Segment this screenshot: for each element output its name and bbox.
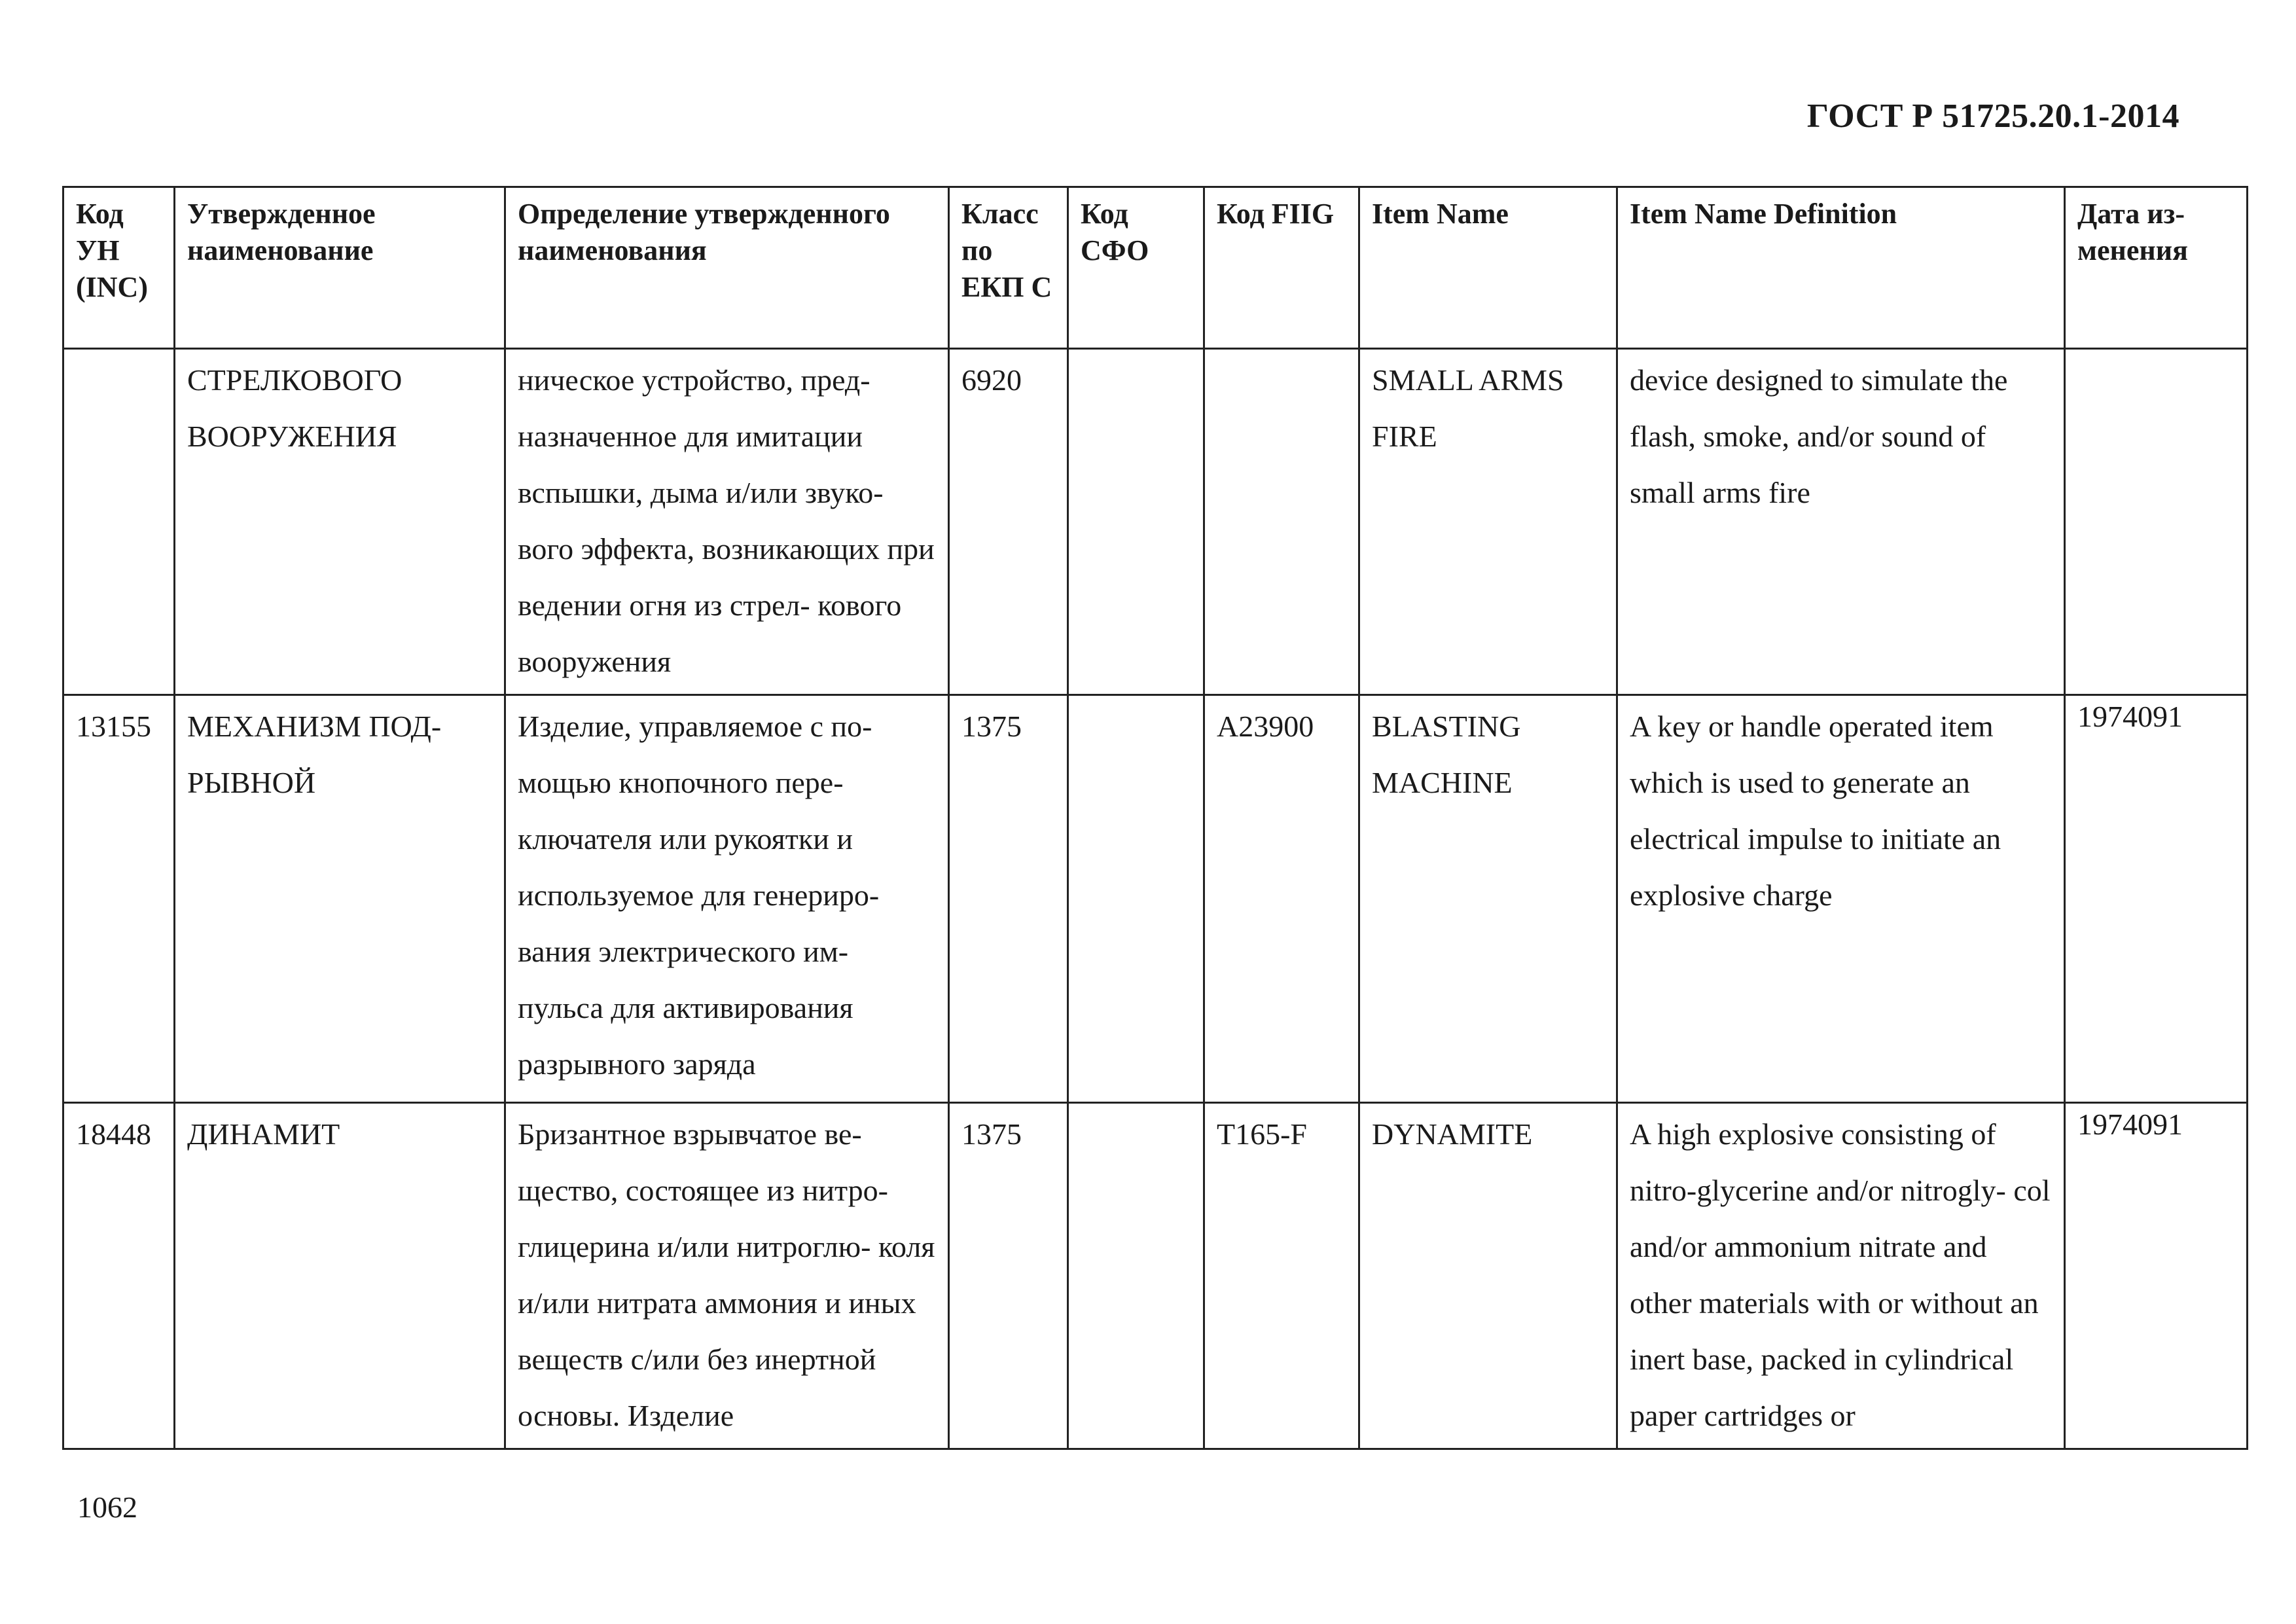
cell-item-definition: [1617, 695, 2065, 1103]
cell-fiig: [1204, 695, 1359, 1103]
cell-change-date-text: 1974091: [2077, 1108, 2183, 1141]
cell-change-date-text: 1974091: [2077, 700, 2183, 733]
cell-fiig: [1204, 1103, 1359, 1449]
cell-approved-name: [175, 349, 505, 695]
cell-inc-text: 13155: [76, 710, 151, 743]
cell-name-definition-text: Бризантное взрывчатое ве- щество, состоящее из нитро- глицерина и/или нитроглю- коля и/или нитрата аммония и иных веществ с/или без инертной основы. Изделие: [518, 1117, 935, 1432]
table-row: [63, 695, 2248, 1103]
cell-name-definition: [505, 695, 949, 1103]
cell-change-date: [2065, 695, 2248, 1103]
cell-fiig-text: A23900: [1217, 710, 1314, 743]
column-header-sfo: Код СФО: [1068, 187, 1204, 349]
cell-item-definition: [1617, 1103, 2065, 1449]
cell-item-name-text: BLASTING MACHINE: [1372, 710, 1521, 799]
cell-class-text: 1375: [961, 710, 1022, 743]
cell-sfo: [1068, 1103, 1204, 1449]
table-body: [63, 349, 2248, 1449]
column-header-fiig: Код FIIG: [1204, 187, 1359, 349]
header-row: [63, 187, 2248, 349]
cell-item-definition: [1617, 349, 2065, 695]
cell-class: [949, 695, 1068, 1103]
cell-item-name: [1359, 1103, 1617, 1449]
cell-change-date: [2065, 1103, 2248, 1449]
cell-name-definition-text: Изделие, управляемое с по- мощью кнопочного пере- ключателя или рукоятки и используемое для генериро- вания электрического им- пульса для активирования разрывного заряда: [518, 710, 880, 1081]
cell-class-text: 6920: [961, 363, 1022, 397]
cell-item-definition-text: device designed to simulate the flash, smoke, and/or sound of small arms fire: [1630, 363, 2008, 509]
cell-sfo: [1068, 349, 1204, 695]
cell-approved-name-text: СТРЕЛКОВОГО ВООРУЖЕНИЯ: [187, 363, 403, 453]
cell-class: [949, 349, 1068, 695]
column-header-class: Класс по ЕКП С: [949, 187, 1068, 349]
column-header-approved-name: Утвержденное наименование: [175, 187, 505, 349]
cell-item-definition-text: A high explosive consisting of nitro-glycerine and/or nitrogly- col and/or ammonium nitrate and other materials with or without an inert base, packed in cylindrical paper cartridges or: [1630, 1117, 2051, 1432]
cell-sfo: [1068, 695, 1204, 1103]
cell-approved-name: [175, 1103, 505, 1449]
cell-name-definition-text: ническое устройство, пред- назначенное для имитации вспышки, дыма и/или звуко- вого эффекта, возникающих при ведении огня из стрел- кового вооружения: [518, 363, 935, 678]
item-catalog-table: [62, 186, 2248, 1450]
cell-class: [949, 1103, 1068, 1449]
table-row: [63, 349, 2248, 695]
cell-fiig-text: T165-F: [1217, 1117, 1307, 1151]
table-header: [63, 187, 2248, 349]
cell-inc-text: 18448: [76, 1117, 151, 1151]
column-header-name-definition: Определение утвержденного наименования: [505, 187, 949, 349]
cell-approved-name-text: ДИНАМИТ: [187, 1117, 340, 1151]
cell-class-text: 1375: [961, 1117, 1022, 1151]
cell-inc: [63, 349, 175, 695]
cell-item-name: [1359, 349, 1617, 695]
document-standard-title: ГОСТ Р 51725.20.1-2014: [1806, 98, 2179, 135]
column-header-item-name: Item Name: [1359, 187, 1617, 349]
cell-item-definition-text: A key or handle operated item which is used to generate an electrical impulse to initiate an explosive charge: [1630, 710, 2001, 912]
cell-fiig: [1204, 349, 1359, 695]
column-header-inc: Код УН (INC): [63, 187, 175, 349]
cell-item-name-text: SMALL ARMS FIRE: [1372, 363, 1564, 453]
column-header-item-definition: Item Name Definition: [1617, 187, 2065, 349]
cell-inc: [63, 1103, 175, 1449]
cell-approved-name-text: МЕХАНИЗМ ПОД- РЫВНОЙ: [187, 710, 442, 799]
table-row: [63, 1103, 2248, 1449]
cell-change-date: [2065, 349, 2248, 695]
page-number: 1062: [77, 1490, 137, 1524]
cell-inc: [63, 695, 175, 1103]
cell-item-name-text: DYNAMITE: [1372, 1117, 1533, 1151]
cell-approved-name: [175, 695, 505, 1103]
cell-name-definition: [505, 349, 949, 695]
column-header-change-date: Дата из- менения: [2065, 187, 2248, 349]
cell-name-definition: [505, 1103, 949, 1449]
cell-item-name: [1359, 695, 1617, 1103]
